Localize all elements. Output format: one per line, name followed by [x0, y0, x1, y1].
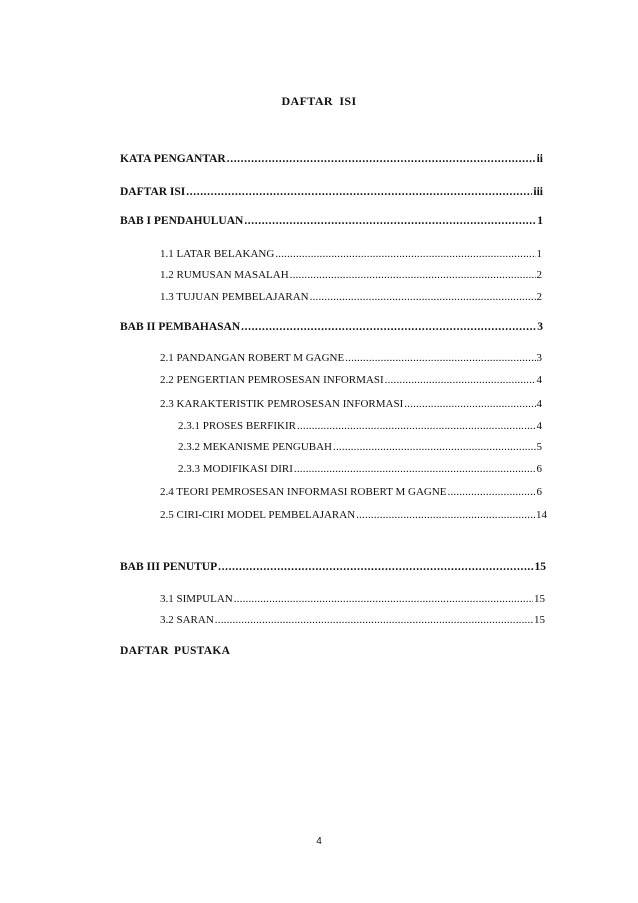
toc-leader [294, 462, 536, 476]
toc-leader [241, 320, 536, 334]
toc-leader [310, 290, 536, 304]
toc-entry-bab-1[interactable] [120, 214, 543, 228]
page-number: 4 [316, 836, 322, 847]
toc-leader [290, 268, 536, 282]
toc-leader [356, 508, 535, 522]
toc-entry-1-1[interactable] [160, 247, 542, 261]
toc-entry-page: 15 [534, 614, 545, 626]
toc-leader [186, 185, 532, 199]
toc-entry-page: 14 [536, 509, 547, 521]
toc-leader [404, 397, 535, 411]
toc-entry-page: iii [533, 186, 543, 198]
toc-entry-label: BAB I PENDAHULUAN [120, 215, 244, 227]
toc-leader [385, 373, 536, 387]
toc-entry-label: 1.1 LATAR BELAKANG [160, 248, 275, 260]
toc-entry-page: 4 [536, 420, 542, 432]
toc-entry-page: ii [536, 153, 543, 165]
toc-leader [345, 351, 535, 365]
toc-entry-page: 1 [537, 215, 543, 227]
toc-entry-label: KATA PENGANTAR [120, 153, 226, 165]
toc-entry-label: 3.1 SIMPULAN [160, 593, 233, 605]
toc-entry-2-3-1[interactable] [178, 419, 542, 433]
toc-entry-kata-pengantar[interactable] [120, 152, 543, 166]
toc-entry-2-4[interactable] [160, 485, 542, 499]
toc-leader [234, 592, 533, 606]
toc-entry-page: 3 [537, 321, 543, 333]
toc-entry-label: 2.2 PENGERTIAN PEMROSESAN INFORMASI [160, 374, 384, 386]
toc-entry-label: 2.3.1 PROSES BERFIKIR [178, 420, 296, 432]
toc-entry-2-3[interactable] [160, 397, 542, 411]
toc-leader [297, 419, 536, 433]
toc-entry-label: BAB III PENUTUP [120, 561, 218, 573]
toc-entry-2-1[interactable] [160, 351, 542, 365]
toc-entry-2-5[interactable] [160, 508, 547, 522]
toc-entry-label: 1.3 TUJUAN PEMBELAJARAN [160, 291, 309, 303]
toc-entry-3-1[interactable] [160, 592, 545, 606]
toc-entry-label: 2.3.2 MEKANISME PENGUBAH [178, 441, 333, 453]
toc-entry-page: 1 [536, 248, 542, 260]
toc-entry-page: 2 [536, 269, 542, 281]
toc-entry-page: 4 [536, 374, 542, 386]
toc-leader [218, 560, 533, 574]
toc-entry-label: 3.2 SARAN [160, 614, 214, 626]
page-title: DAFTAR ISI [281, 94, 357, 108]
toc-entry-bab-2[interactable] [120, 320, 543, 334]
toc-entry-label: DAFTAR ISI [120, 186, 186, 198]
toc-entry-page: 6 [536, 486, 542, 498]
toc-leader [275, 247, 535, 261]
toc-leader [244, 214, 536, 228]
toc-entry-label: 2.4 TEORI PEMROSESAN INFORMASI ROBERT M GAGNE [160, 486, 447, 498]
toc-entry-bab-3[interactable] [120, 560, 546, 574]
toc-entry-page: 15 [534, 561, 546, 573]
toc-leader [333, 440, 535, 454]
toc-entry-page: 6 [536, 463, 542, 475]
toc-entry-label: 1.2 RUMUSAN MASALAH [160, 269, 289, 281]
toc-entry-daftar-isi[interactable] [120, 185, 543, 199]
toc-leader [215, 613, 533, 627]
toc-entry-label: 2.3.3 MODIFIKASI DIRI [178, 463, 293, 475]
toc-entry-daftar-pustaka[interactable]: DAFTAR PUSTAKA [120, 645, 231, 657]
toc-entry-2-3-2[interactable] [178, 440, 542, 454]
toc-entry-2-2[interactable] [160, 373, 542, 387]
toc-entry-page: 3 [536, 352, 542, 364]
toc-entry-1-3[interactable] [160, 290, 542, 304]
toc-entry-label: 2.5 CIRI-CIRI MODEL PEMBELAJARAN [160, 509, 356, 521]
toc-entry-page: 4 [536, 398, 542, 410]
toc-entry-2-3-3[interactable] [178, 462, 542, 476]
toc-leader [448, 485, 536, 499]
toc-entry-1-2[interactable] [160, 268, 542, 282]
toc-entry-page: 2 [536, 291, 542, 303]
toc-entry-page: 15 [534, 593, 545, 605]
toc-entry-3-2[interactable] [160, 613, 545, 627]
toc-leader [227, 152, 536, 166]
toc-entry-label: 2.3 KARAKTERISTIK PEMROSESAN INFORMASI [160, 398, 404, 410]
toc-entry-label: BAB II PEMBAHASAN [120, 321, 241, 333]
toc-entry-label: 2.1 PANDANGAN ROBERT M GAGNE [160, 352, 345, 364]
toc-entry-page: 5 [536, 441, 542, 453]
